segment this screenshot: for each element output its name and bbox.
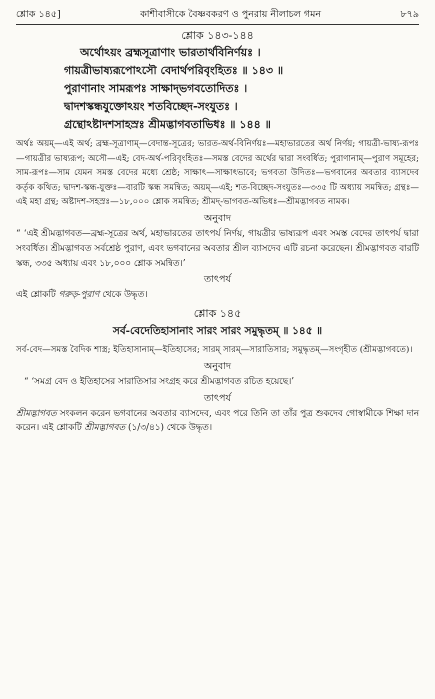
header-chapter-title: কাশীবাসীকে বৈষ্ণবকরণ ও পুনরায় নীলাচল গমন xyxy=(140,9,322,20)
verse-line-2: গায়ত্রীভাষ্যরূপোঽসৌ বেদার্থপরিবৃংহিতঃ ॥ ১৪৩ ॥ xyxy=(64,64,284,77)
verse-line-3: পুরাণানাং সামরূপঃ সাক্ষাদ্‌ভগবতোদিতঃ । xyxy=(64,82,248,95)
page-number: ৮৭৯ xyxy=(400,9,419,20)
translation-label: অনুবাদ xyxy=(204,212,231,224)
synonyms-145: সর্ব-বেদ—সমস্ত বৈদিক শাস্ত্র; ইতিহাসানাম্—ইতিহাসের; সারম্ সারম্—সারাতিসার; সমুদ্ধৃতম্—সংগৃহীত (শ্রীমদ্ভাগবতে)। xyxy=(16,345,413,356)
synonyms-143-144: অর্থঃ অয়ম্—এই অর্থ; ব্রহ্ম-সূত্রাণাম্—বেদান্ত-সূত্রের; ভারত-অর্থ-বিনির্ণয়ঃ—মহাভারতের অর্থ নির্ণয়; গায়ত্রী-ভাষ্য-রূপঃ—গায়ত্রীর ভাষ্যরূপ; অসৌ—এই; বেদ-অর্থ-পরিবৃংহিতঃ—সমস্ত বেদের অর্থের দ্বারা সংবর্ধিত; পুরাণানাম্—পুরাণ সমূহের; সাম-রূপঃ—সাম যেমন সমস্ত বেদের মধ্যে শ্রেষ্ঠ; সাক্ষাৎ—সাক্ষাৎভাবে; ভগবতা উদিতঃ—ভগবানের অবতার ব্যাসদেব কর্তৃক কথিত; দ্বাদশ-স্কন্ধ-যুক্তঃ—বারটি স্কন্ধ সমন্বিত; অয়ম্—এই; শত-বিচ্ছেদ-সংযুতঃ—৩৩৫ টি অধ্যায় সমন্বিত; গ্রন্থঃ—এই মহা গ্রন্থ; অষ্টাদশ-সহস্রঃ—১৮,০০০ শ্লোক সমন্বিত; শ্রীমদ্-ভাগবত-অভিধঃ—শ্রীমদ্ভাগবত নামক। xyxy=(16,139,419,208)
verse-line-1: অর্থোঽয়ং ব্রহ্মসূত্রাণাং ভারতার্থবিনির্ণয়ঃ । xyxy=(80,46,261,59)
verse-number-145: শ্লোক ১৪৫ xyxy=(193,307,242,321)
purport-145: শ্রীমদ্ভাগবত সংকলন করেন ভগবানের অবতার ব্যাসদেব, এবং পরে তিনি তা তাঁর পুত্র শুকদেব গোস্বামীকে শিক্ষা দান করেন। এই শ্লোকটি শ্রীমদ্ভাগবত (১/৩/৪১) থেকে উদ্ধৃত। xyxy=(16,408,419,434)
purport-label-145: তাৎপর্য xyxy=(204,392,231,404)
verse-number-143-144: শ্লোক ১৪৩-১৪৪ xyxy=(181,29,254,42)
verse-line-5: গ্রন্থোঽষ্টাদশসাহস্রঃ শ্রীমদ্ভাগবতাভিধঃ ॥ ১৪৪ ॥ xyxy=(64,118,271,131)
running-header xyxy=(16,8,419,25)
purport-label: তাৎপর্য xyxy=(204,274,231,286)
translation-145: “ ‘সমগ্র বেদ ও ইতিহাসের সারাতিসার সংগ্রহ করে শ্রীমদ্ভাগবত রচিত হয়েছে।’ xyxy=(24,376,295,387)
translation-143-144: “ ‘এই শ্রীমদ্ভাগবত—ব্রহ্ম-সূত্রের অর্থ, মহাভারতের তাৎপর্য নির্ণয়, গায়ত্রীর ভাষ্যরূপ এবং সমস্ত বেদের তাৎপর্য দ্বারা সংবর্ধিত। শ্রীমদ্ভাগবত সর্বশ্রেষ্ঠ পুরাণ, এবং ভগবানের অবতার শ্রীল ব্যাসদেব এটি রচনা করেছেন। শ্রীমদ্ভাগবত বারটি স্কন্ধ, ৩৩৫ অধ্যায় এবং ১৮,০০০ শ্লোক সমন্বিত।’ xyxy=(16,228,419,269)
header-verse-ref: শ্লোক ১৪৫] xyxy=(16,9,61,20)
purport-143-144: এই শ্লোকটি গরুড়-পুরাণ থেকে উদ্ধৃত। xyxy=(16,290,148,301)
verse-line-4: দ্বাদশস্কন্ধযুক্তোঽয়ং শতবিচ্ছেদ-সংযুতঃ । xyxy=(64,100,238,113)
verse-line-145: সর্ব-বেদেতিহাসানাং সারং সারং সমুদ্ধৃতম্ ॥ ১৪৫ ॥ xyxy=(112,325,323,338)
translation-label-145: অনুবাদ xyxy=(204,360,231,372)
